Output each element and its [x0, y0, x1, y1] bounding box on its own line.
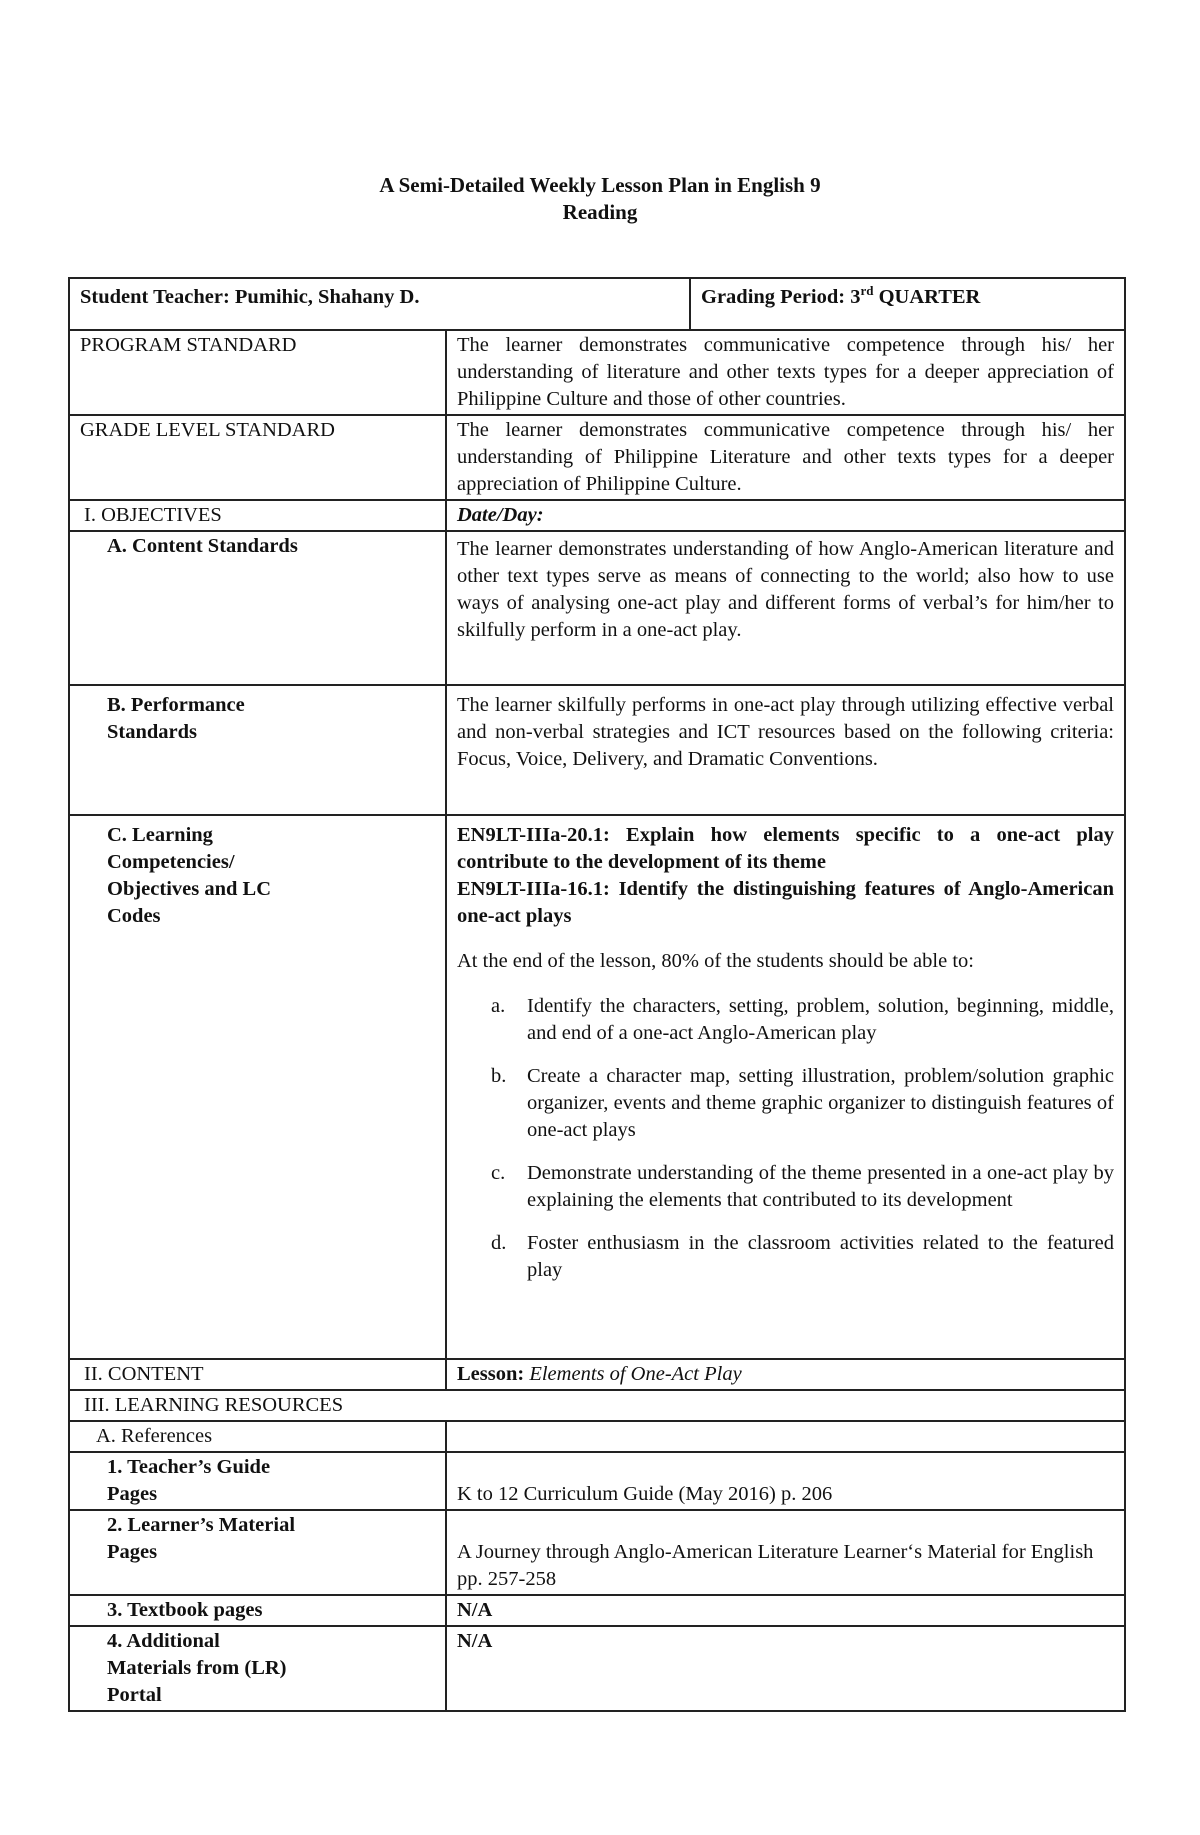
additional-materials-row — [69, 1626, 1125, 1711]
competencies-label-1: C. Learning — [107, 824, 213, 846]
learning-resources-label: III. LEARNING RESOURCES — [84, 1394, 344, 1416]
teachers-guide-row — [69, 1452, 1125, 1510]
teachers-guide-value: K to 12 Curriculum Guide (May 2016) p. 206 — [446, 1452, 1125, 1510]
grading-period-cell — [690, 278, 1125, 330]
references-label: A. References — [96, 1425, 213, 1447]
content-label-cell — [69, 1359, 446, 1390]
performance-standards-label-1: B. Performance — [107, 694, 245, 716]
learning-resources-label-cell — [69, 1390, 1125, 1421]
lesson-plan-table — [68, 277, 1126, 1712]
competencies-row — [69, 815, 1125, 1359]
list-text: Foster enthusiasm in the classroom activities related to the featured play — [527, 1232, 1114, 1281]
grading-period-label: Grading Period: — [701, 286, 846, 308]
references-value — [446, 1421, 1125, 1452]
learners-material-value-1: A Journey through Anglo-American Literature Learner‘s Material for English — [457, 1541, 1094, 1563]
grade-level-standard-row — [69, 415, 1125, 500]
lesson-cell — [446, 1359, 1125, 1390]
lc-code-2: EN9LT-IIIa-16.1: Identify the distinguishing features of Anglo-American one-act plays — [457, 878, 1114, 927]
learners-material-value-2: pp. 257-258 — [457, 1568, 557, 1590]
learners-material-label-2: Pages — [107, 1541, 158, 1563]
competencies-label-3: Objectives and LC — [107, 878, 271, 900]
document-title — [0, 172, 1200, 226]
list-marker: d. — [491, 1232, 507, 1254]
learners-material-row — [69, 1510, 1125, 1595]
list-marker: a. — [491, 995, 506, 1017]
objectives-intro: At the end of the lesson, 80% of the students should be able to: — [457, 950, 974, 972]
additional-materials-label-2: Materials from (LR) — [107, 1657, 287, 1679]
info-row — [69, 278, 1125, 330]
learners-material-label-1: 2. Learner’s Material — [107, 1514, 296, 1536]
textbook-row — [69, 1595, 1125, 1626]
references-label-cell — [69, 1421, 446, 1452]
learners-material-label-cell — [69, 1510, 446, 1595]
grading-period-ordinal: rd — [860, 283, 874, 299]
teachers-guide-label-cell — [69, 1452, 446, 1510]
content-standards-text: The learner demonstrates understanding of how Anglo-American literature and other text types serve as means of connecting to the world; also how to use ways of analysing one-act play and different forms of verbal’s for him/her to skilfully perform in a one-act play. — [446, 531, 1125, 685]
grading-period-number: 3 — [850, 286, 861, 308]
list-marker: c. — [491, 1162, 506, 1184]
grade-level-standard-label: GRADE LEVEL STANDARD — [69, 415, 446, 500]
textbook-label-cell — [69, 1595, 446, 1626]
list-text: Demonstrate understanding of the theme presented in a one-act play by explaining the elements that contributed to its development — [527, 1162, 1114, 1211]
grade-level-standard-text: The learner demonstrates communicative competence through his/ her understanding of Philippine Literature and other texts types for a deeper appreciation of Philippine Culture. — [446, 415, 1125, 500]
title-line-2: Reading — [562, 200, 638, 224]
performance-standards-text: The learner skilfully performs in one-act play through utilizing effective verbal and non-verbal strategies and ICT resources based on the following criteria: Focus, Voice, Delivery, and Dramatic Conventions. — [446, 685, 1125, 815]
program-standard-label: PROGRAM STANDARD — [69, 330, 446, 415]
list-item — [457, 1160, 1114, 1214]
list-marker: b. — [491, 1065, 507, 1087]
objectives-row — [69, 500, 1125, 531]
objectives-label — [69, 500, 446, 531]
additional-materials-label-1: 4. Additional — [107, 1630, 220, 1652]
content-row — [69, 1359, 1125, 1390]
teachers-guide-label-1: 1. Teacher’s Guide — [107, 1456, 271, 1478]
content-standards-label-cell — [69, 531, 446, 685]
additional-materials-value: N/A — [446, 1626, 1125, 1711]
performance-standards-row — [69, 685, 1125, 815]
list-item — [457, 1230, 1114, 1284]
list-text: Create a character map, setting illustration, problem/solution graphic organizer, events and theme graphic organizer to distinguish features of one-act plays — [527, 1065, 1114, 1141]
lesson-title: Elements of One-Act Play — [529, 1363, 742, 1385]
grading-period-word: QUARTER — [878, 286, 981, 308]
lc-code-1: EN9LT-IIIa-20.1: Explain how elements specific to a one-act play contribute to the development of its theme — [457, 824, 1114, 873]
performance-standards-label-cell — [69, 685, 446, 815]
learning-resources-row — [69, 1390, 1125, 1421]
additional-materials-label-3: Portal — [107, 1684, 162, 1706]
teachers-guide-label-2: Pages — [107, 1483, 158, 1505]
objectives-label-text: I. OBJECTIVES — [84, 504, 222, 526]
student-teacher-cell — [69, 278, 690, 330]
program-standard-row — [69, 330, 1125, 415]
additional-materials-label-cell — [69, 1626, 446, 1711]
student-teacher-label: Student Teacher: — [80, 286, 230, 308]
lesson-label: Lesson: — [457, 1363, 525, 1385]
date-day-label: Date/Day: — [446, 500, 1125, 531]
list-item — [457, 1063, 1114, 1144]
list-item — [457, 993, 1114, 1047]
student-teacher-name: Pumihic, Shahany D. — [234, 286, 420, 308]
content-standards-row — [69, 531, 1125, 685]
competencies-label-cell — [69, 815, 446, 1359]
competencies-label-4: Codes — [107, 905, 161, 927]
competencies-content — [446, 815, 1125, 1359]
textbook-label: 3. Textbook pages — [107, 1599, 263, 1621]
objectives-list — [457, 993, 1114, 1284]
textbook-value: N/A — [446, 1595, 1125, 1626]
title-line-1: A Semi-Detailed Weekly Lesson Plan in English 9 — [379, 173, 821, 197]
program-standard-text: The learner demonstrates communicative competence through his/ her understanding of literature and other texts types for a deeper appreciation of Philippine Culture and those of other countries. — [446, 330, 1125, 415]
references-row — [69, 1421, 1125, 1452]
content-label: II. CONTENT — [84, 1363, 204, 1385]
performance-standards-label-2: Standards — [107, 721, 198, 743]
list-text: Identify the characters, setting, problem, solution, beginning, middle, and end of a one-act Anglo-American play — [527, 995, 1114, 1044]
learners-material-value-cell — [446, 1510, 1125, 1595]
content-standards-label: A. Content Standards — [107, 535, 298, 557]
competencies-label-2: Competencies/ — [107, 851, 235, 873]
